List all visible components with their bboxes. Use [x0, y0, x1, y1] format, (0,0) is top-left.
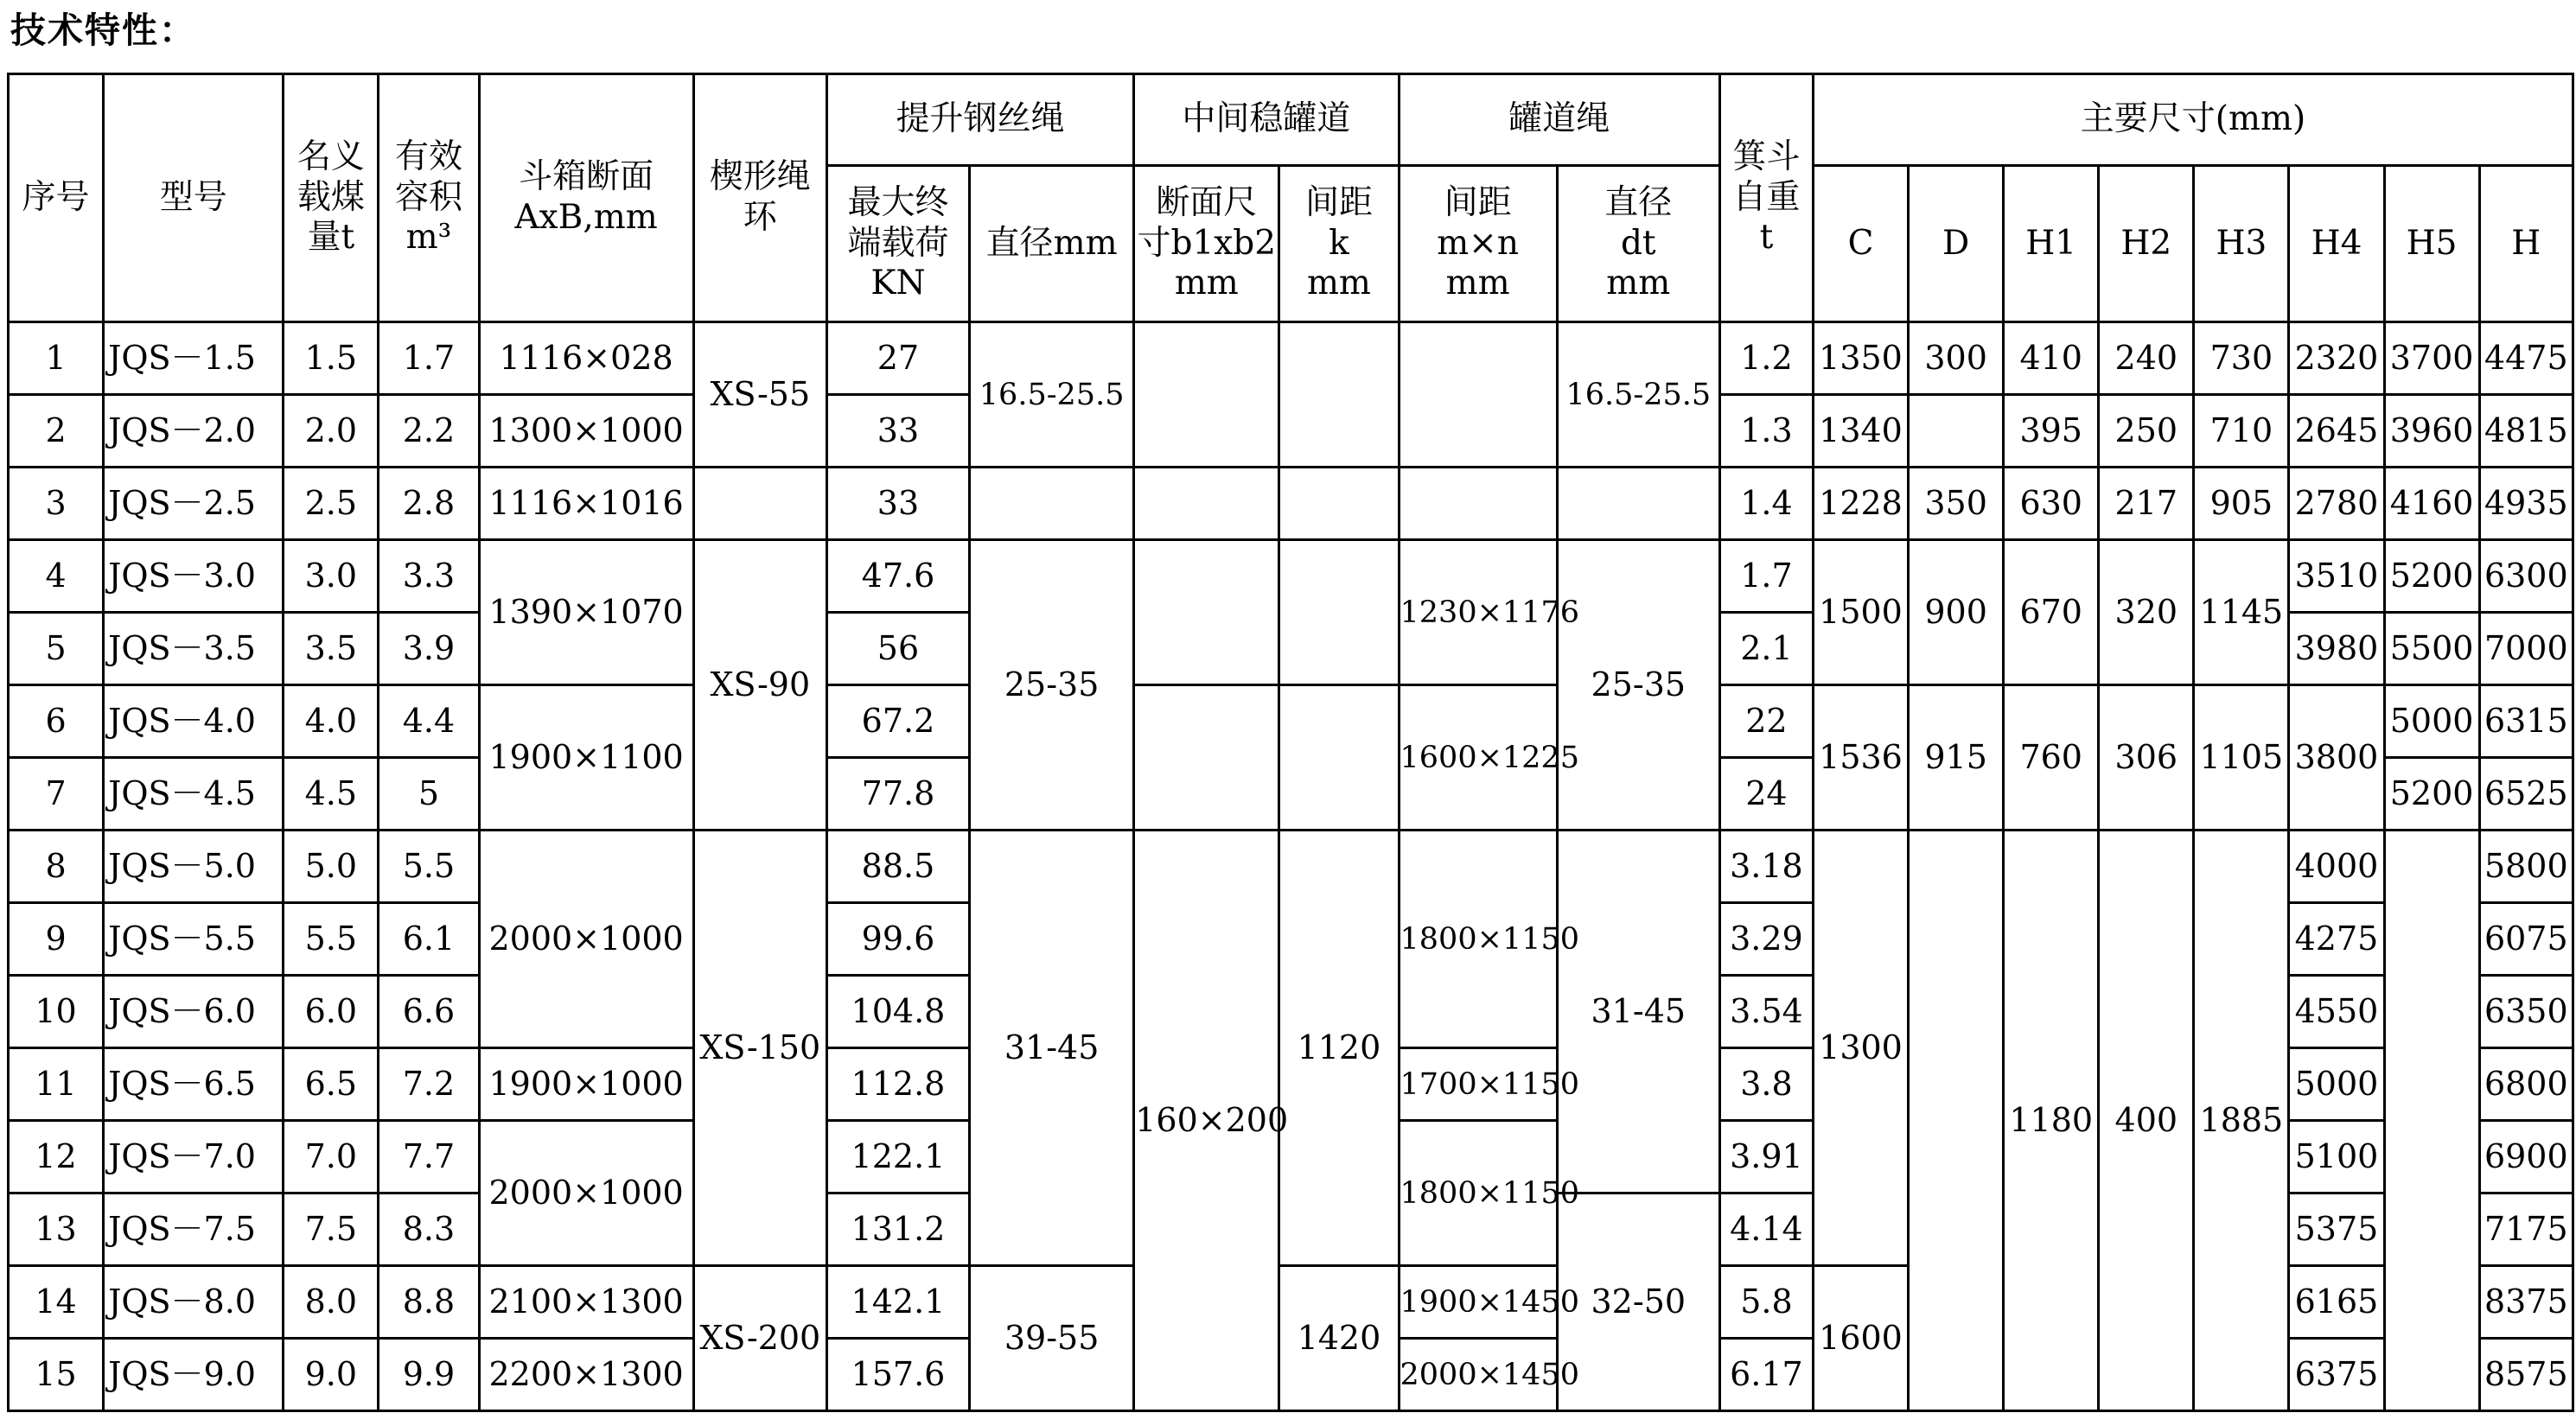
- table-row: [9, 540, 2573, 613]
- cell-H: 8575: [2479, 1339, 2573, 1411]
- cell-volume: 4.4: [379, 685, 479, 758]
- cell-skip-weight: 3.18: [1719, 831, 1813, 903]
- cell-cage-diameter: 32-50: [1557, 1193, 1719, 1411]
- header-max-load: 最大终 端载荷 KN: [826, 166, 969, 322]
- cell-rope-diameter: 16.5-25.5: [970, 322, 1134, 468]
- cell-cage-diameter: [1557, 468, 1719, 540]
- cell-section-size: [1134, 685, 1279, 831]
- cell-H5: 5200: [2384, 540, 2479, 613]
- cell-H1: 670: [2004, 540, 2099, 685]
- header-dim-H5: H5: [2384, 166, 2479, 322]
- cell-rope-diameter: 39-55: [970, 1266, 1134, 1411]
- cell-load: 1.5: [284, 322, 379, 395]
- spec-table: [7, 73, 2574, 1412]
- cell-H: 5800: [2479, 831, 2573, 903]
- cell-max-load: 99.6: [826, 903, 969, 976]
- cell-model: JQS－6.0: [104, 976, 284, 1048]
- cell-C: 1300: [1813, 831, 1908, 1266]
- cell-cage-spacing: 1900×1450: [1399, 1266, 1557, 1339]
- cell-H5: 3700: [2384, 322, 2479, 395]
- cell-model: JQS－1.5: [104, 322, 284, 395]
- header-dim-C: C: [1813, 166, 1908, 322]
- cell-max-load: 112.8: [826, 1048, 969, 1121]
- cell-H4: 4000: [2289, 831, 2384, 903]
- cell-load: 2.0: [284, 395, 379, 468]
- cell-max-load: 56: [826, 613, 969, 685]
- cell-model: JQS－8.0: [104, 1266, 284, 1339]
- cell-skip-weight: 3.54: [1719, 976, 1813, 1048]
- cell-skip-weight: 3.29: [1719, 903, 1813, 976]
- cell-skip-weight: 22: [1719, 685, 1813, 758]
- cell-wedge-ring: XS-200: [693, 1266, 826, 1411]
- cell-cage-spacing: [1399, 468, 1557, 540]
- table-row: [9, 322, 2573, 395]
- cell-H5: 5200: [2384, 758, 2479, 831]
- cell-skip-weight: 1.4: [1719, 468, 1813, 540]
- cell-box-section: 1116×1016: [479, 468, 693, 540]
- header-rope-diameter: 直径mm: [970, 166, 1134, 322]
- cell-seq: 15: [9, 1339, 104, 1411]
- cell-H4: 6165: [2289, 1266, 2384, 1339]
- cell-guide-spacing: 1420: [1279, 1266, 1399, 1411]
- cell-seq: 11: [9, 1048, 104, 1121]
- cell-H4: 3980: [2289, 613, 2384, 685]
- cell-load: 5.0: [284, 831, 379, 903]
- cell-H1: 630: [2004, 468, 2099, 540]
- cell-skip-weight: 24: [1719, 758, 1813, 831]
- cell-max-load: 77.8: [826, 758, 969, 831]
- cell-model: JQS－7.0: [104, 1121, 284, 1193]
- table-row: [9, 831, 2573, 903]
- cell-H: 4475: [2479, 322, 2573, 395]
- cell-H5: 3960: [2384, 395, 2479, 468]
- header-dim-H: H: [2479, 166, 2573, 322]
- cell-max-load: 67.2: [826, 685, 969, 758]
- cell-volume: 1.7: [379, 322, 479, 395]
- cell-model: JQS－4.5: [104, 758, 284, 831]
- header-main-dimensions: 主要尺寸(mm): [1813, 74, 2573, 166]
- cell-model: JQS－3.5: [104, 613, 284, 685]
- cell-seq: 8: [9, 831, 104, 903]
- cell-model: JQS－5.5: [104, 903, 284, 976]
- cell-wedge-ring: [693, 468, 826, 540]
- cell-H: 6900: [2479, 1121, 2573, 1193]
- cell-H: 6525: [2479, 758, 2573, 831]
- cell-load: 3.5: [284, 613, 379, 685]
- cell-cage-spacing: 2000×1450: [1399, 1339, 1557, 1411]
- cell-guide-spacing: 1120: [1279, 831, 1399, 1266]
- cell-volume: 2.8: [379, 468, 479, 540]
- cell-guide-spacing: [1279, 468, 1399, 540]
- header-box-section: 斗箱断面 AxB,mm: [479, 74, 693, 322]
- cell-H3: 905: [2194, 468, 2289, 540]
- cell-H4: 4550: [2289, 976, 2384, 1048]
- cell-wedge-ring: XS-150: [693, 831, 826, 1266]
- cell-box-section: 2000×1000: [479, 831, 693, 1048]
- cell-section-size: [1134, 468, 1279, 540]
- cell-wedge-ring: XS-90: [693, 540, 826, 831]
- cell-rope-diameter: 25-35: [970, 540, 1134, 831]
- cell-max-load: 104.8: [826, 976, 969, 1048]
- header-cage-diameter: 直径 dt mm: [1557, 166, 1719, 322]
- cell-D: 915: [1909, 685, 2004, 831]
- cell-H5: 5000: [2384, 685, 2479, 758]
- cell-cage-diameter: 31-45: [1557, 831, 1719, 1193]
- cell-volume: 5.5: [379, 831, 479, 903]
- cell-volume: 3.3: [379, 540, 479, 613]
- header-dim-H4: H4: [2289, 166, 2384, 322]
- header-middle-guide: 中间稳罐道: [1134, 74, 1399, 166]
- page-title: 技术特性：: [10, 10, 196, 51]
- cell-H4: 4275: [2289, 903, 2384, 976]
- header-dim-H3: H3: [2194, 166, 2289, 322]
- header-model: 型号: [104, 74, 284, 322]
- cell-volume: 8.8: [379, 1266, 479, 1339]
- cell-H4: 2780: [2289, 468, 2384, 540]
- table-row: [9, 685, 2573, 758]
- cell-cage-spacing: 1600×1225: [1399, 685, 1557, 831]
- cell-cage-spacing: 1800×1150: [1399, 831, 1557, 1048]
- cell-D: 300: [1909, 322, 2004, 395]
- cell-seq: 3: [9, 468, 104, 540]
- header-dim-H1: H1: [2004, 166, 2099, 322]
- cell-volume: 8.3: [379, 1193, 479, 1266]
- table-row: [9, 468, 2573, 540]
- cell-H: 6800: [2479, 1048, 2573, 1121]
- cell-seq: 14: [9, 1266, 104, 1339]
- cell-rope-diameter: 31-45: [970, 831, 1134, 1266]
- cell-volume: 7.7: [379, 1121, 479, 1193]
- cell-model: JQS－4.0: [104, 685, 284, 758]
- cell-load: 3.0: [284, 540, 379, 613]
- cell-load: 7.0: [284, 1121, 379, 1193]
- cell-box-section: 1900×1000: [479, 1048, 693, 1121]
- cell-load: 9.0: [284, 1339, 379, 1411]
- cell-section-size: [1134, 540, 1279, 685]
- cell-guide-spacing: [1279, 540, 1399, 685]
- cell-cage-spacing: [1399, 322, 1557, 468]
- cell-section-size: [1134, 322, 1279, 468]
- cell-C: 1600: [1813, 1266, 1908, 1411]
- cell-seq: 10: [9, 976, 104, 1048]
- cell-guide-spacing: [1279, 322, 1399, 468]
- header-hoist-rope: 提升钢丝绳: [826, 74, 1133, 166]
- cell-model: JQS－6.5: [104, 1048, 284, 1121]
- header-cage-rope: 罐道绳: [1399, 74, 1719, 166]
- header-cage-spacing: 间距 m×n mm: [1399, 166, 1557, 322]
- cell-max-load: 88.5: [826, 831, 969, 903]
- cell-seq: 6: [9, 685, 104, 758]
- cell-skip-weight: 3.8: [1719, 1048, 1813, 1121]
- cell-C: 1500: [1813, 540, 1908, 685]
- cell-max-load: 33: [826, 395, 969, 468]
- cell-seq: 1: [9, 322, 104, 395]
- cell-D: 900: [1909, 540, 2004, 685]
- cell-skip-weight: 1.2: [1719, 322, 1813, 395]
- cell-H3: 1885: [2194, 831, 2289, 1411]
- cell-load: 5.5: [284, 903, 379, 976]
- cell-H1: 410: [2004, 322, 2099, 395]
- cell-volume: 7.2: [379, 1048, 479, 1121]
- cell-skip-weight: 2.1: [1719, 613, 1813, 685]
- cell-section-size: 160×200: [1134, 831, 1279, 1411]
- cell-seq: 9: [9, 903, 104, 976]
- cell-max-load: 27: [826, 322, 969, 395]
- cell-seq: 4: [9, 540, 104, 613]
- cell-C: 1350: [1813, 322, 1908, 395]
- cell-skip-weight: 1.3: [1719, 395, 1813, 468]
- cell-load: 4.0: [284, 685, 379, 758]
- cell-seq: 12: [9, 1121, 104, 1193]
- cell-skip-weight: 3.91: [1719, 1121, 1813, 1193]
- cell-rope-diameter: [970, 468, 1134, 540]
- header-section-size: 断面尺 寸b1xb2 mm: [1134, 166, 1279, 322]
- cell-H5: 4160: [2384, 468, 2479, 540]
- cell-H: 8375: [2479, 1266, 2573, 1339]
- cell-max-load: 47.6: [826, 540, 969, 613]
- cell-H2: 217: [2099, 468, 2194, 540]
- cell-H4: 3800: [2289, 685, 2384, 831]
- cell-box-section: 2000×1000: [479, 1121, 693, 1266]
- cell-model: JQS－2.0: [104, 395, 284, 468]
- cell-load: 6.0: [284, 976, 379, 1048]
- header-skip-weight: 箕斗 自重 t: [1719, 74, 1813, 322]
- cell-box-section: 1390×1070: [479, 540, 693, 685]
- cell-H2: 240: [2099, 322, 2194, 395]
- cell-H: 6075: [2479, 903, 2573, 976]
- cell-D: 350: [1909, 468, 2004, 540]
- cell-H2: 306: [2099, 685, 2194, 831]
- cell-model: JQS－2.5: [104, 468, 284, 540]
- cell-load: 8.0: [284, 1266, 379, 1339]
- cell-H3: 730: [2194, 322, 2289, 395]
- cell-seq: 7: [9, 758, 104, 831]
- cell-seq: 5: [9, 613, 104, 685]
- cell-box-section: 2100×1300: [479, 1266, 693, 1339]
- cell-max-load: 157.6: [826, 1339, 969, 1411]
- cell-seq: 13: [9, 1193, 104, 1266]
- cell-skip-weight: 5.8: [1719, 1266, 1813, 1339]
- cell-H1: 760: [2004, 685, 2099, 831]
- header-guide-spacing: 间距 k mm: [1279, 166, 1399, 322]
- cell-H4: 2320: [2289, 322, 2384, 395]
- cell-H: 4815: [2479, 395, 2573, 468]
- cell-D: [1909, 831, 2004, 1411]
- cell-volume: 6.6: [379, 976, 479, 1048]
- cell-H2: 400: [2099, 831, 2194, 1411]
- cell-H4: 5100: [2289, 1121, 2384, 1193]
- cell-H: 6300: [2479, 540, 2573, 613]
- cell-H5: [2384, 831, 2479, 1411]
- cell-H2: 250: [2099, 395, 2194, 468]
- cell-seq: 2: [9, 395, 104, 468]
- cell-volume: 9.9: [379, 1339, 479, 1411]
- cell-volume: 3.9: [379, 613, 479, 685]
- header-dim-H2: H2: [2099, 166, 2194, 322]
- cell-skip-weight: 4.14: [1719, 1193, 1813, 1266]
- header-volume: 有效 容积 m³: [379, 74, 479, 322]
- cell-max-load: 131.2: [826, 1193, 969, 1266]
- cell-load: 4.5: [284, 758, 379, 831]
- cell-cage-diameter: 25-35: [1557, 540, 1719, 831]
- cell-model: JQS－9.0: [104, 1339, 284, 1411]
- cell-H4: 6375: [2289, 1339, 2384, 1411]
- header-dim-D: D: [1909, 166, 2004, 322]
- cell-H4: 5375: [2289, 1193, 2384, 1266]
- cell-C: 1340: [1813, 395, 1908, 468]
- cell-H4: 2645: [2289, 395, 2384, 468]
- header-seq: 序号: [9, 74, 104, 322]
- cell-D: [1909, 395, 2004, 468]
- cell-wedge-ring: XS-55: [693, 322, 826, 468]
- cell-cage-spacing: 1700×1150: [1399, 1048, 1557, 1121]
- cell-H3: 1145: [2194, 540, 2289, 685]
- cell-H: 6315: [2479, 685, 2573, 758]
- cell-H1: 1180: [2004, 831, 2099, 1411]
- cell-load: 6.5: [284, 1048, 379, 1121]
- cell-model: JQS－5.0: [104, 831, 284, 903]
- cell-box-section: 1116×028: [479, 322, 693, 395]
- cell-model: JQS－3.0: [104, 540, 284, 613]
- cell-C: 1228: [1813, 468, 1908, 540]
- cell-max-load: 33: [826, 468, 969, 540]
- cell-box-section: 1300×1000: [479, 395, 693, 468]
- cell-H4: 5000: [2289, 1048, 2384, 1121]
- cell-box-section: 1900×1100: [479, 685, 693, 831]
- cell-skip-weight: 6.17: [1719, 1339, 1813, 1411]
- cell-cage-spacing: 1230×1176: [1399, 540, 1557, 685]
- cell-H1: 395: [2004, 395, 2099, 468]
- cell-H3: 710: [2194, 395, 2289, 468]
- cell-C: 1536: [1813, 685, 1908, 831]
- cell-volume: 6.1: [379, 903, 479, 976]
- cell-H: 7175: [2479, 1193, 2573, 1266]
- cell-box-section: 2200×1300: [479, 1339, 693, 1411]
- cell-H5: 5500: [2384, 613, 2479, 685]
- cell-H: 7000: [2479, 613, 2573, 685]
- cell-max-load: 122.1: [826, 1121, 969, 1193]
- cell-H2: 320: [2099, 540, 2194, 685]
- cell-H3: 1105: [2194, 685, 2289, 831]
- header-load: 名义 载煤 量t: [284, 74, 379, 322]
- cell-volume: 2.2: [379, 395, 479, 468]
- cell-load: 2.5: [284, 468, 379, 540]
- cell-H: 6350: [2479, 976, 2573, 1048]
- cell-volume: 5: [379, 758, 479, 831]
- cell-skip-weight: 1.7: [1719, 540, 1813, 613]
- cell-load: 7.5: [284, 1193, 379, 1266]
- cell-H: 4935: [2479, 468, 2573, 540]
- header-wedge-ring: 楔形绳 环: [693, 74, 826, 322]
- cell-max-load: 142.1: [826, 1266, 969, 1339]
- cell-cage-diameter: 16.5-25.5: [1557, 322, 1719, 468]
- cell-guide-spacing: [1279, 685, 1399, 831]
- cell-cage-spacing: 1800×1150: [1399, 1121, 1557, 1266]
- cell-model: JQS－7.5: [104, 1193, 284, 1266]
- cell-H4: 3510: [2289, 540, 2384, 613]
